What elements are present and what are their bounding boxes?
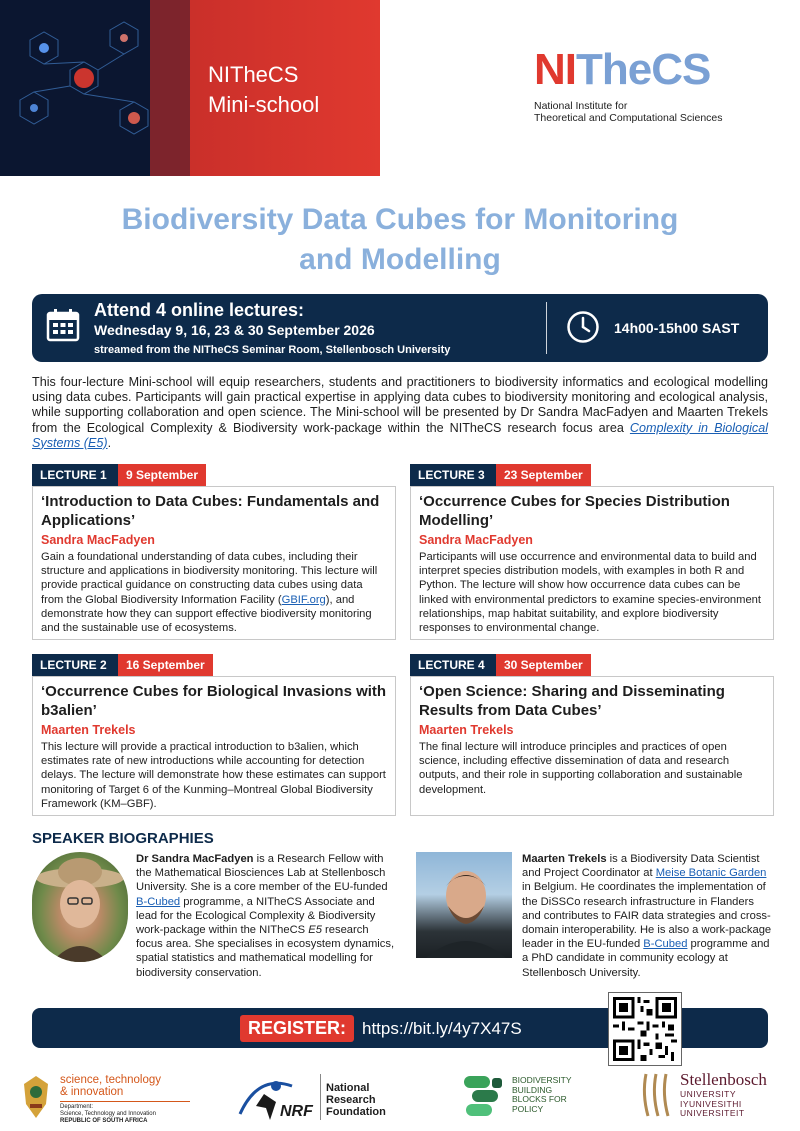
dsti-dept-block (60, 1101, 190, 1125)
lecture-date: 16 September (118, 654, 213, 676)
portrait-illustration (32, 852, 128, 962)
stellenbosch-emblem-icon (640, 1070, 674, 1120)
hero-title-line1: NITheCS (208, 62, 299, 87)
sandra-focus-area: E5 (308, 924, 322, 937)
lecture-number: LECTURE 2 (32, 654, 118, 676)
lecture-card-1 (32, 464, 396, 640)
lecture-description: Participants will use occurrence and environmental data to build and interpret species distribution models, with examples in both R and Python. The lecture will show how occurrence data cubes can be linked with environmental predictors to examine species-environment relationships, map habitat suitability, and explore biodiversity responses to environmental change. (419, 551, 762, 635)
lecture-body (32, 676, 396, 816)
lecture-header (410, 654, 774, 676)
lecture-card-3 (410, 464, 774, 640)
qr-code-icon (613, 997, 677, 1061)
lecture-header (32, 654, 396, 676)
lecture-number: LECTURE 3 (410, 464, 496, 486)
lecture-title: ‘Occurrence Cubes for Species Distribution Modelling’ (419, 493, 730, 529)
gbif-link[interactable]: GBIF.org (281, 593, 326, 606)
lecture-description (41, 550, 387, 635)
dsti-line2: & innovation (60, 1086, 124, 1098)
lecture-speaker: Maarten Trekels (41, 723, 136, 737)
page-title (40, 200, 760, 280)
nrf-line2: Research (326, 1094, 376, 1106)
lecture-title: ‘Occurrence Cubes for Biological Invasions with b3alien’ (41, 683, 387, 719)
dsti-dept1: Department: (60, 1104, 94, 1110)
nrf-divider (320, 1074, 321, 1120)
register-label: REGISTER: (240, 1015, 354, 1042)
nrf-emblem-icon (236, 1072, 318, 1122)
bbb-line1: BIODIVERSITY (512, 1075, 572, 1085)
dsti-text-block (60, 1074, 190, 1125)
building-blocks-icon (462, 1072, 506, 1120)
register-url[interactable]: https://bit.ly/4y7X47S (362, 1019, 522, 1038)
maarten-name: Maarten Trekels (522, 853, 607, 865)
lecture-speaker: Sandra MacFadyen (41, 533, 155, 547)
lecture-description: This lecture will provide a practical introduction to b3alien, which estimates rate of new introductions while accounting for detection delays. The lecture will demonstrate how these estimates can support monitoring of Target 6 of the Kunming–Montreal Global Biodiversity Framework (KM–GBF). (41, 741, 386, 810)
time-slot: 14h00-15h00 SAST (614, 320, 740, 336)
stellenbosch-line2: IYUNIVESITHI (680, 1098, 742, 1109)
page-title-line2: and Modelling (299, 243, 501, 276)
speaker-biographies-heading: SPEAKER BIOGRAPHIES (32, 830, 214, 847)
qr-code[interactable] (608, 992, 682, 1066)
logo-subtitle-line1: National Institute for (534, 100, 628, 112)
lecture-body (410, 676, 774, 816)
nithecs-logo (534, 46, 723, 124)
lecture-card-2 (32, 654, 396, 816)
lecture-title: ‘Open Science: Sharing and Disseminating Results from Data Cubes’ (419, 683, 725, 719)
sandra-bio-text-3: research focus area. She specialises in ecosystem dynamics, spatial statistics and mathematical modelling for biodiversity conservation. (136, 924, 395, 979)
lecture-title: ‘Introduction to Data Cubes: Fundamentals and Applications’ (41, 493, 380, 529)
dsti-line1: science, technology (60, 1074, 162, 1086)
intro-text: This four-lecture Mini-school will equip researchers, students and practitioners to biodiversity informatics and ecological modelling using data cubes. Participants will gain practical expertise in applying data cubes to biodiversity monitoring and ecological analysis, while supporting collaboration and open science. The Mini-school will be presented by Dr Sandra MacFadyen and Maarten Trekels from the Ecological Complexity & Biodiversity work-package within the NITheCS research focus area (32, 375, 768, 435)
dsti-dept3: REPUBLIC OF SOUTH AFRICA (60, 1118, 148, 1124)
lecture-dates: Wednesday 9, 16, 23 & 30 September 2026 (94, 322, 375, 338)
maarten-trekels-photo (416, 852, 512, 958)
stellenbosch-name: Stellenbosch (680, 1070, 767, 1089)
clock-icon (566, 310, 600, 344)
nrf-line3: Foundation (326, 1106, 386, 1118)
dsti-dept2: Science, Technology and Innovation (60, 1111, 156, 1117)
schedule-bar (32, 294, 768, 362)
sandra-macfadyen-photo (32, 852, 128, 962)
lecture-date: 23 September (496, 464, 591, 486)
nrf-line1: National (326, 1082, 370, 1094)
b-cubed-link[interactable]: B-Cubed (136, 895, 181, 908)
intro-focus-area-link[interactable]: Complexity in Biological Systems (E5) (32, 420, 768, 450)
bbb-line4: POLICY (512, 1103, 544, 1114)
sandra-bio-text-2: programme, a NITheCS Associate and lead for the Ecological Complexity & Biodiversity work-package within the NITheCS (136, 895, 376, 937)
logo-thecs: TheCS (576, 45, 711, 94)
portrait-illustration (416, 852, 512, 958)
lecture-description-text: Gain a foundational understanding of data cubes, including their structure and applications in biodiversity monitoring. This lecture will provide practical guidance on constructing data cubes using data from the Global Biodiversity Information Facility ( (41, 551, 378, 606)
stellenbosch-line3: UNIVERSITEIT (680, 1108, 745, 1118)
attend-heading: Attend 4 online lectures: (94, 300, 305, 320)
sandra-bio-text: is a Research Fellow with the Mathematical Biosciences Lab at Stellenbosch University. She is a core member of the EU-funded (136, 853, 388, 894)
lecture-body (32, 486, 396, 640)
intro-tail: . (107, 435, 112, 450)
hero-title-line2: Mini-school (208, 92, 320, 117)
stellenbosch-line1: UNIVERSITY (680, 1089, 737, 1099)
maarten-bio-text: is a Biodiversity Data Scientist and Project Coordinator at (522, 853, 760, 880)
lecture-header (410, 464, 774, 486)
b-cubed-link[interactable]: B-Cubed (643, 938, 688, 951)
lecture-date: 9 September (118, 464, 206, 486)
lecture-card-4 (410, 654, 774, 816)
lecture-speaker: Sandra MacFadyen (419, 533, 533, 547)
logo-subtitle (534, 100, 723, 124)
lecture-description: The final lecture will introduce principles and practices of open science, including effective dissemination of data and research outputs, and their role in supporting collaboration and sustainable development. (419, 741, 743, 796)
maarten-bio-text-3: programme and a PhD candidate in community ecology at Stellenbosch University. (522, 938, 770, 979)
page-title-line1: Biodiversity Data Cubes for Monitoring (121, 203, 679, 236)
lecture-header (32, 464, 396, 486)
meise-botanic-garden-link[interactable]: Meise Botanic Garden (655, 867, 767, 880)
sandra-name: Dr Sandra MacFadyen (136, 853, 254, 865)
logo-ni: NI (534, 45, 576, 94)
hero-title (208, 60, 319, 120)
calendar-icon (46, 308, 80, 342)
lecture-date: 30 September (496, 654, 591, 676)
maarten-bio (522, 852, 772, 980)
lecture-description-tail: ), and demonstrate how they can support effective biodiversity monitoring and the sustainable use of ecosystems. (41, 593, 372, 635)
maarten-bio-text-2: in Belgium. He coordinates the implementation of the DiSSCo research infrastructure in Flanders and contributes to FAIR data strategies and cross-domain interoperability. He is also a work-package leader in the EU-funded (522, 881, 772, 951)
nrf-mark: NRF (280, 1103, 313, 1120)
hero-banner (0, 0, 380, 176)
stellenbosch-text-block (680, 1070, 798, 1119)
bbb-text-block (512, 1076, 592, 1114)
lecture-number: LECTURE 4 (410, 654, 496, 676)
bbb-line2: BUILDING (512, 1084, 553, 1095)
bbb-line3: BLOCKS FOR (512, 1094, 567, 1104)
logo-wordmark (534, 46, 723, 94)
sandra-bio (136, 852, 398, 980)
lecture-body (410, 486, 774, 640)
logo-subtitle-line2: Theoretical and Computational Sciences (534, 112, 723, 124)
nrf-text-block (326, 1082, 406, 1118)
schedule-divider (546, 302, 547, 354)
coat-of-arms-icon (18, 1074, 54, 1120)
lecture-number: LECTURE 1 (32, 464, 118, 486)
tech-network-graphic (0, 0, 190, 176)
intro-paragraph (32, 375, 768, 451)
lecture-speaker: Maarten Trekels (419, 723, 514, 737)
stream-location: streamed from the NITheCS Seminar Room, Stellenbosch University (94, 344, 451, 356)
